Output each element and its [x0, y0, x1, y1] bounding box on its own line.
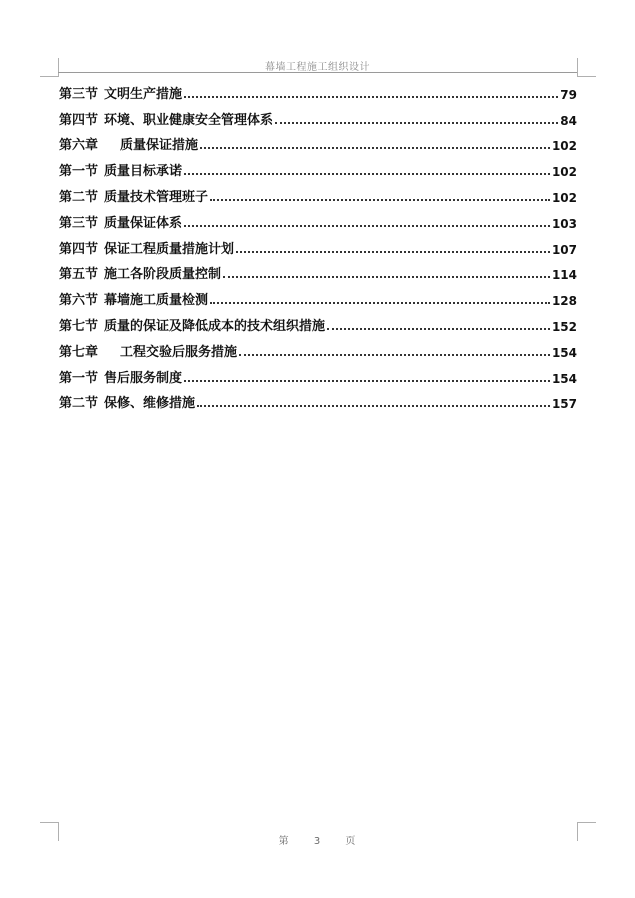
- toc-entry-title: 质量目标承诺: [104, 164, 183, 180]
- toc-entry-number: 第七章: [59, 344, 99, 360]
- toc-entry-title: 施工各阶段质量控制: [104, 267, 222, 283]
- toc-entry-title: 文明生产措施: [104, 86, 183, 102]
- footer-suffix: 页: [345, 836, 357, 847]
- toc-entry-number: 第二节: [59, 396, 99, 412]
- toc-entry-title: 质量保证体系: [104, 215, 183, 231]
- toc-entry-number: 第三节: [59, 215, 99, 231]
- toc-entry[interactable]: [59, 205, 577, 231]
- toc-entry-chapter[interactable]: [59, 334, 577, 360]
- toc-entry[interactable]: [59, 308, 577, 334]
- toc-entry-page: 114: [551, 268, 577, 283]
- toc-entry[interactable]: [59, 386, 577, 412]
- toc-leader-dots: [200, 146, 550, 149]
- toc-entry-page: 154: [551, 345, 577, 360]
- toc-entry-title: 幕墙施工质量检测: [104, 293, 209, 309]
- toc-entry-number: 第一节: [59, 370, 99, 386]
- toc-entry-page: 152: [551, 319, 577, 334]
- toc-entry-number: 第三节: [59, 86, 99, 102]
- toc-leader-dots: [184, 172, 550, 175]
- toc-entry-number: 第四节: [59, 112, 99, 128]
- footer-prefix: 第: [278, 836, 290, 847]
- header-divider: [58, 72, 577, 73]
- toc-entry[interactable]: [59, 153, 577, 179]
- toc-entry-page: 102: [551, 190, 577, 205]
- table-of-contents: [59, 76, 577, 411]
- toc-leader-dots: [275, 121, 558, 124]
- toc-entry-page: 102: [551, 139, 577, 154]
- toc-entry[interactable]: [59, 179, 577, 205]
- toc-entry-title: 保证工程质量措施计划: [104, 241, 235, 257]
- toc-leader-dots: [184, 95, 558, 98]
- toc-entry-title: 环境、职业健康安全管理体系: [104, 112, 274, 128]
- toc-leader-dots: [327, 327, 550, 330]
- page-footer: [0, 832, 635, 847]
- toc-entry-title: 质量保证措施: [120, 138, 199, 154]
- toc-entry-page: 107: [551, 242, 577, 257]
- toc-entry-title: 质量技术管理班子: [104, 189, 209, 205]
- toc-entry-page: 79: [560, 87, 577, 102]
- toc-leader-dots: [184, 224, 550, 227]
- toc-entry-title: 保修、维修措施: [104, 396, 196, 412]
- toc-entry-number: 第一节: [59, 164, 99, 180]
- page-header: 幕墙工程施工组织设计: [265, 62, 370, 73]
- toc-entry[interactable]: [59, 76, 577, 102]
- toc-entry-number: 第二节: [59, 189, 99, 205]
- toc-entry-page: 84: [560, 113, 577, 128]
- toc-entry-title: 售后服务制度: [104, 370, 183, 386]
- toc-entry-page: 102: [551, 165, 577, 180]
- toc-leader-dots: [210, 301, 550, 304]
- toc-entry-page: 157: [551, 397, 577, 412]
- toc-entry-page: 154: [551, 371, 577, 386]
- toc-entry[interactable]: [59, 257, 577, 283]
- toc-leader-dots: [239, 353, 550, 356]
- toc-entry-number: 第四节: [59, 241, 99, 257]
- toc-entry-page: 128: [551, 294, 577, 309]
- toc-entry[interactable]: [59, 360, 577, 386]
- toc-entry-number: 第六节: [59, 293, 99, 309]
- toc-entry-title: 质量的保证及降低成本的技术组织措施: [104, 318, 326, 334]
- toc-entry[interactable]: [59, 282, 577, 308]
- toc-entry[interactable]: [59, 231, 577, 257]
- toc-entry-chapter[interactable]: [59, 128, 577, 154]
- footer-page-number: 3: [313, 836, 322, 847]
- toc-entry[interactable]: [59, 102, 577, 128]
- toc-leader-dots: [223, 275, 550, 278]
- toc-leader-dots: [236, 250, 550, 253]
- toc-entry-number: 第六章: [59, 138, 99, 154]
- toc-leader-dots: [184, 379, 550, 382]
- toc-entry-title: 工程交验后服务措施: [120, 344, 238, 360]
- toc-leader-dots: [210, 198, 550, 201]
- toc-entry-page: 103: [551, 216, 577, 231]
- toc-entry-number: 第五节: [59, 267, 99, 283]
- toc-leader-dots: [197, 404, 550, 407]
- toc-entry-number: 第七节: [59, 318, 99, 334]
